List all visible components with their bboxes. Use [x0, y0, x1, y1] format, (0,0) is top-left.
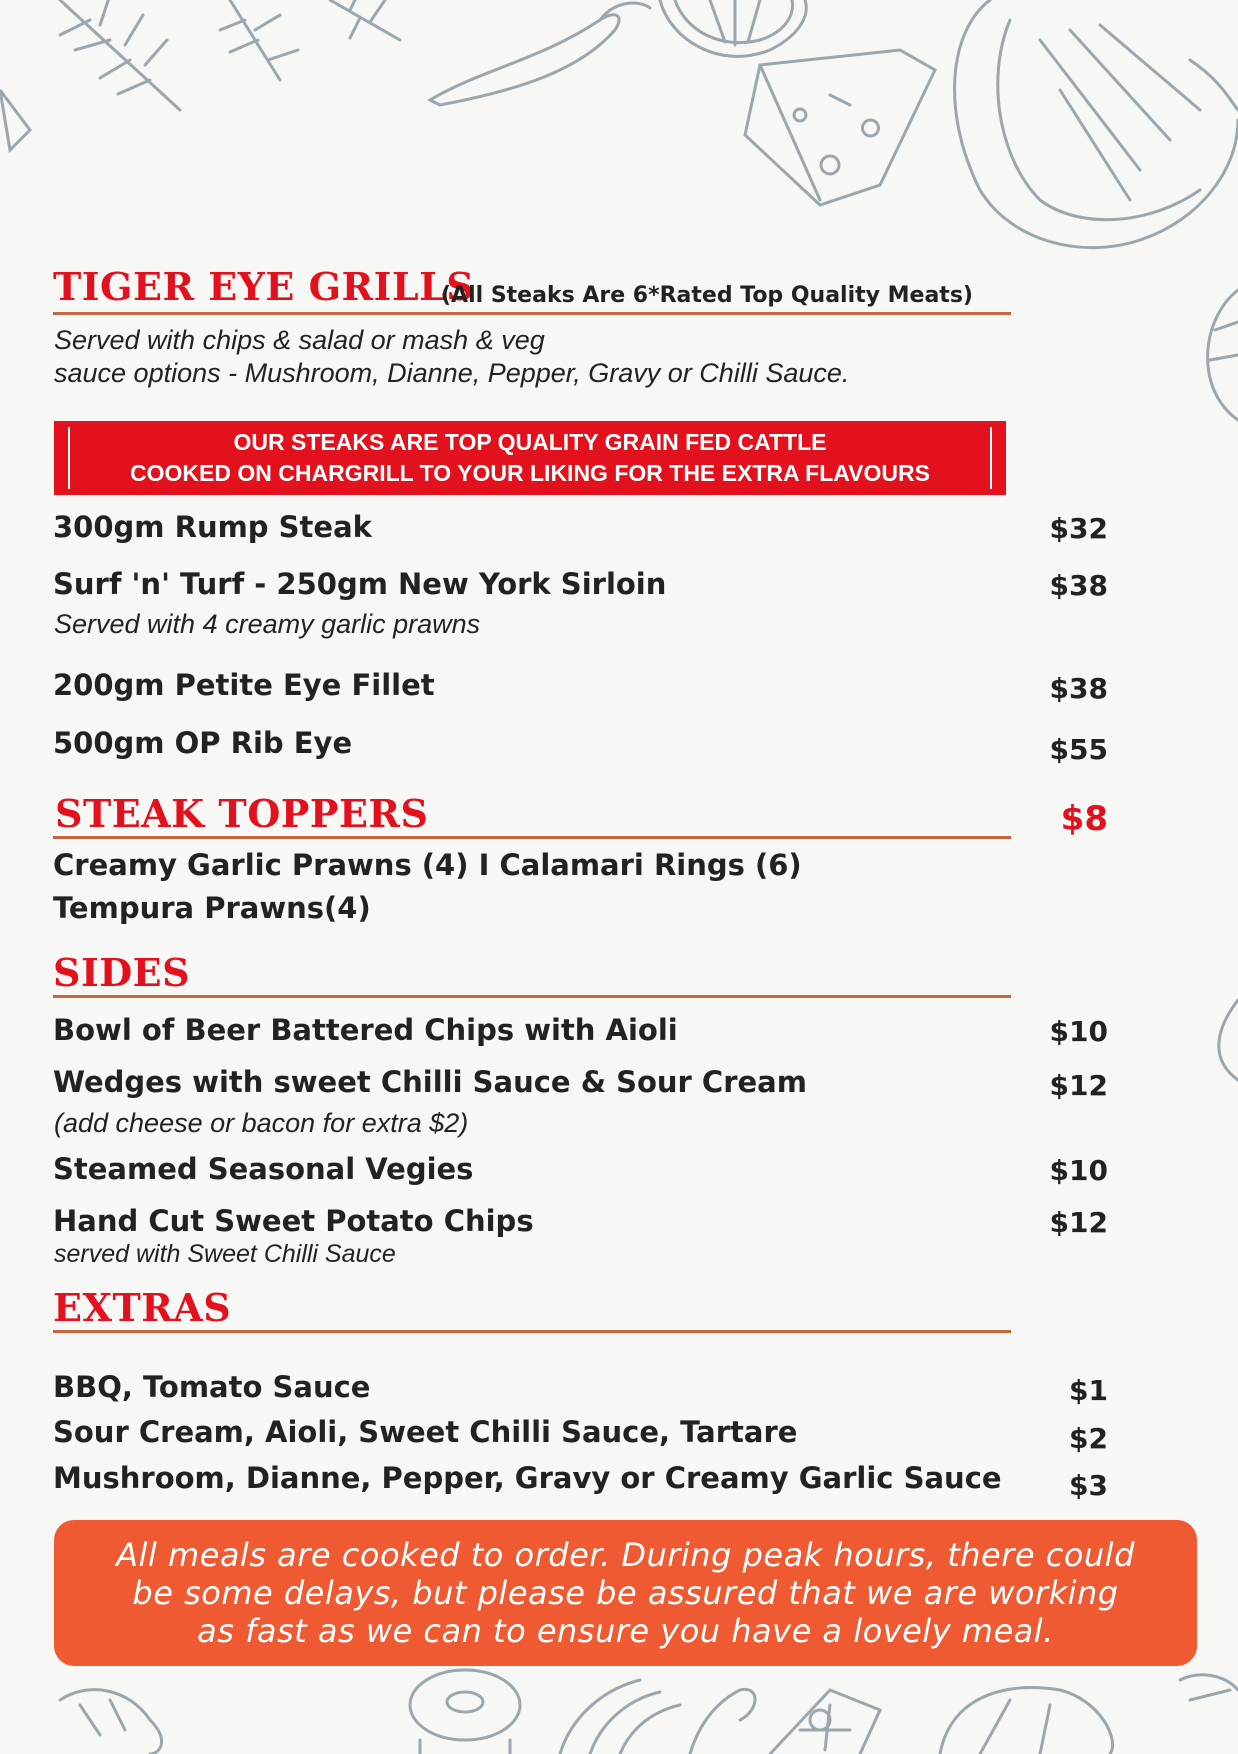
- menu-item-price: $12: [1049, 1069, 1108, 1102]
- chili-pepper-icon: [430, 3, 650, 105]
- salmon-steak-icon: [955, 0, 1238, 248]
- menu-item-name: BBQ, Tomato Sauce: [53, 1370, 371, 1404]
- divider: [53, 995, 1011, 998]
- leaf-icon: [1219, 1000, 1238, 1080]
- menu-item-price: $10: [1049, 1154, 1108, 1187]
- menu-item-name: 300gm Rump Steak: [53, 510, 372, 544]
- cheese-icon: [745, 50, 935, 205]
- menu-item-name: Hand Cut Sweet Potato Chips: [53, 1204, 534, 1238]
- menu-item-name: Wedges with sweet Chilli Sauce & Sour Cream: [53, 1065, 807, 1099]
- banner-line: OUR STEAKS ARE TOP QUALITY GRAIN FED CATTLE: [233, 429, 827, 455]
- section-title-grills: TIGER EYE GRILLS: [53, 264, 475, 309]
- toppers-price: $8: [1060, 799, 1108, 839]
- menu-item-name: Bowl of Beer Battered Chips with Aioli: [53, 1013, 678, 1047]
- notice-line: All meals are cooked to order. During peak hours, there could: [116, 1536, 1135, 1574]
- divider: [53, 1330, 1011, 1333]
- menu-item-price: $38: [1049, 672, 1108, 705]
- menu-item-price: $32: [1049, 512, 1108, 545]
- banner-line: COOKED ON CHARGRILL TO YOUR LIKING FOR THE EXTRA FLAVOURS: [130, 460, 930, 486]
- menu-item-name: Mushroom, Dianne, Pepper, Gravy or Creamy Garlic Sauce: [53, 1461, 1002, 1495]
- section-title-sides: SIDES: [53, 950, 191, 995]
- notice-line: be some delays, but please be assured that we are working: [132, 1574, 1119, 1612]
- menu-item-price: $55: [1049, 733, 1108, 766]
- leaf-icon: [1208, 290, 1238, 420]
- menu-item-price: $3: [1069, 1469, 1108, 1502]
- steak-quality-banner: [54, 421, 1006, 495]
- menu-item-name: Steamed Seasonal Vegies: [53, 1152, 474, 1186]
- menu-item-description: Served with 4 creamy garlic prawns: [54, 609, 481, 639]
- divider: [53, 312, 1011, 315]
- menu-item-name: 200gm Petite Eye Fillet: [53, 668, 435, 702]
- section-description: sauce options - Mushroom, Dianne, Pepper, Gravy or Chilli Sauce.: [54, 358, 850, 388]
- toppers-options: Creamy Garlic Prawns (4) I Calamari Rings (6): [53, 848, 802, 882]
- menu-item-price: $10: [1049, 1015, 1108, 1048]
- section-subtitle: (All Steaks Are 6*Rated Top Quality Meats): [441, 283, 973, 308]
- menu-item-price: $38: [1049, 569, 1108, 602]
- section-title-toppers: STEAK TOPPERS: [55, 791, 429, 836]
- menu-item-description: (add cheese or bacon for extra $2): [54, 1108, 469, 1138]
- notice-line: as fast as we can to ensure you have a lovely meal.: [197, 1612, 1054, 1650]
- divider: [53, 836, 1011, 839]
- menu-item-price: $12: [1049, 1206, 1108, 1239]
- section-title-extras: EXTRAS: [53, 1285, 232, 1330]
- toppers-options: Tempura Prawns(4): [53, 891, 371, 925]
- rosemary-icon: [0, 0, 400, 150]
- menu-item-description: served with Sweet Chilli Sauce: [54, 1240, 396, 1268]
- notice-box: [54, 1520, 1197, 1666]
- menu-item-price: $1: [1069, 1374, 1108, 1407]
- section-description: Served with chips & salad or mash & veg: [54, 325, 545, 355]
- menu-item-name: Sour Cream, Aioli, Sweet Chilli Sauce, Tartare: [53, 1415, 798, 1449]
- bottom-food-sketches: [60, 1670, 1238, 1754]
- menu-item-price: $2: [1069, 1422, 1108, 1455]
- menu-item-name: 500gm OP Rib Eye: [53, 726, 353, 760]
- menu-item-name: Surf 'n' Turf - 250gm New York Sirloin: [53, 567, 667, 601]
- lemon-slice-icon: [660, 0, 806, 56]
